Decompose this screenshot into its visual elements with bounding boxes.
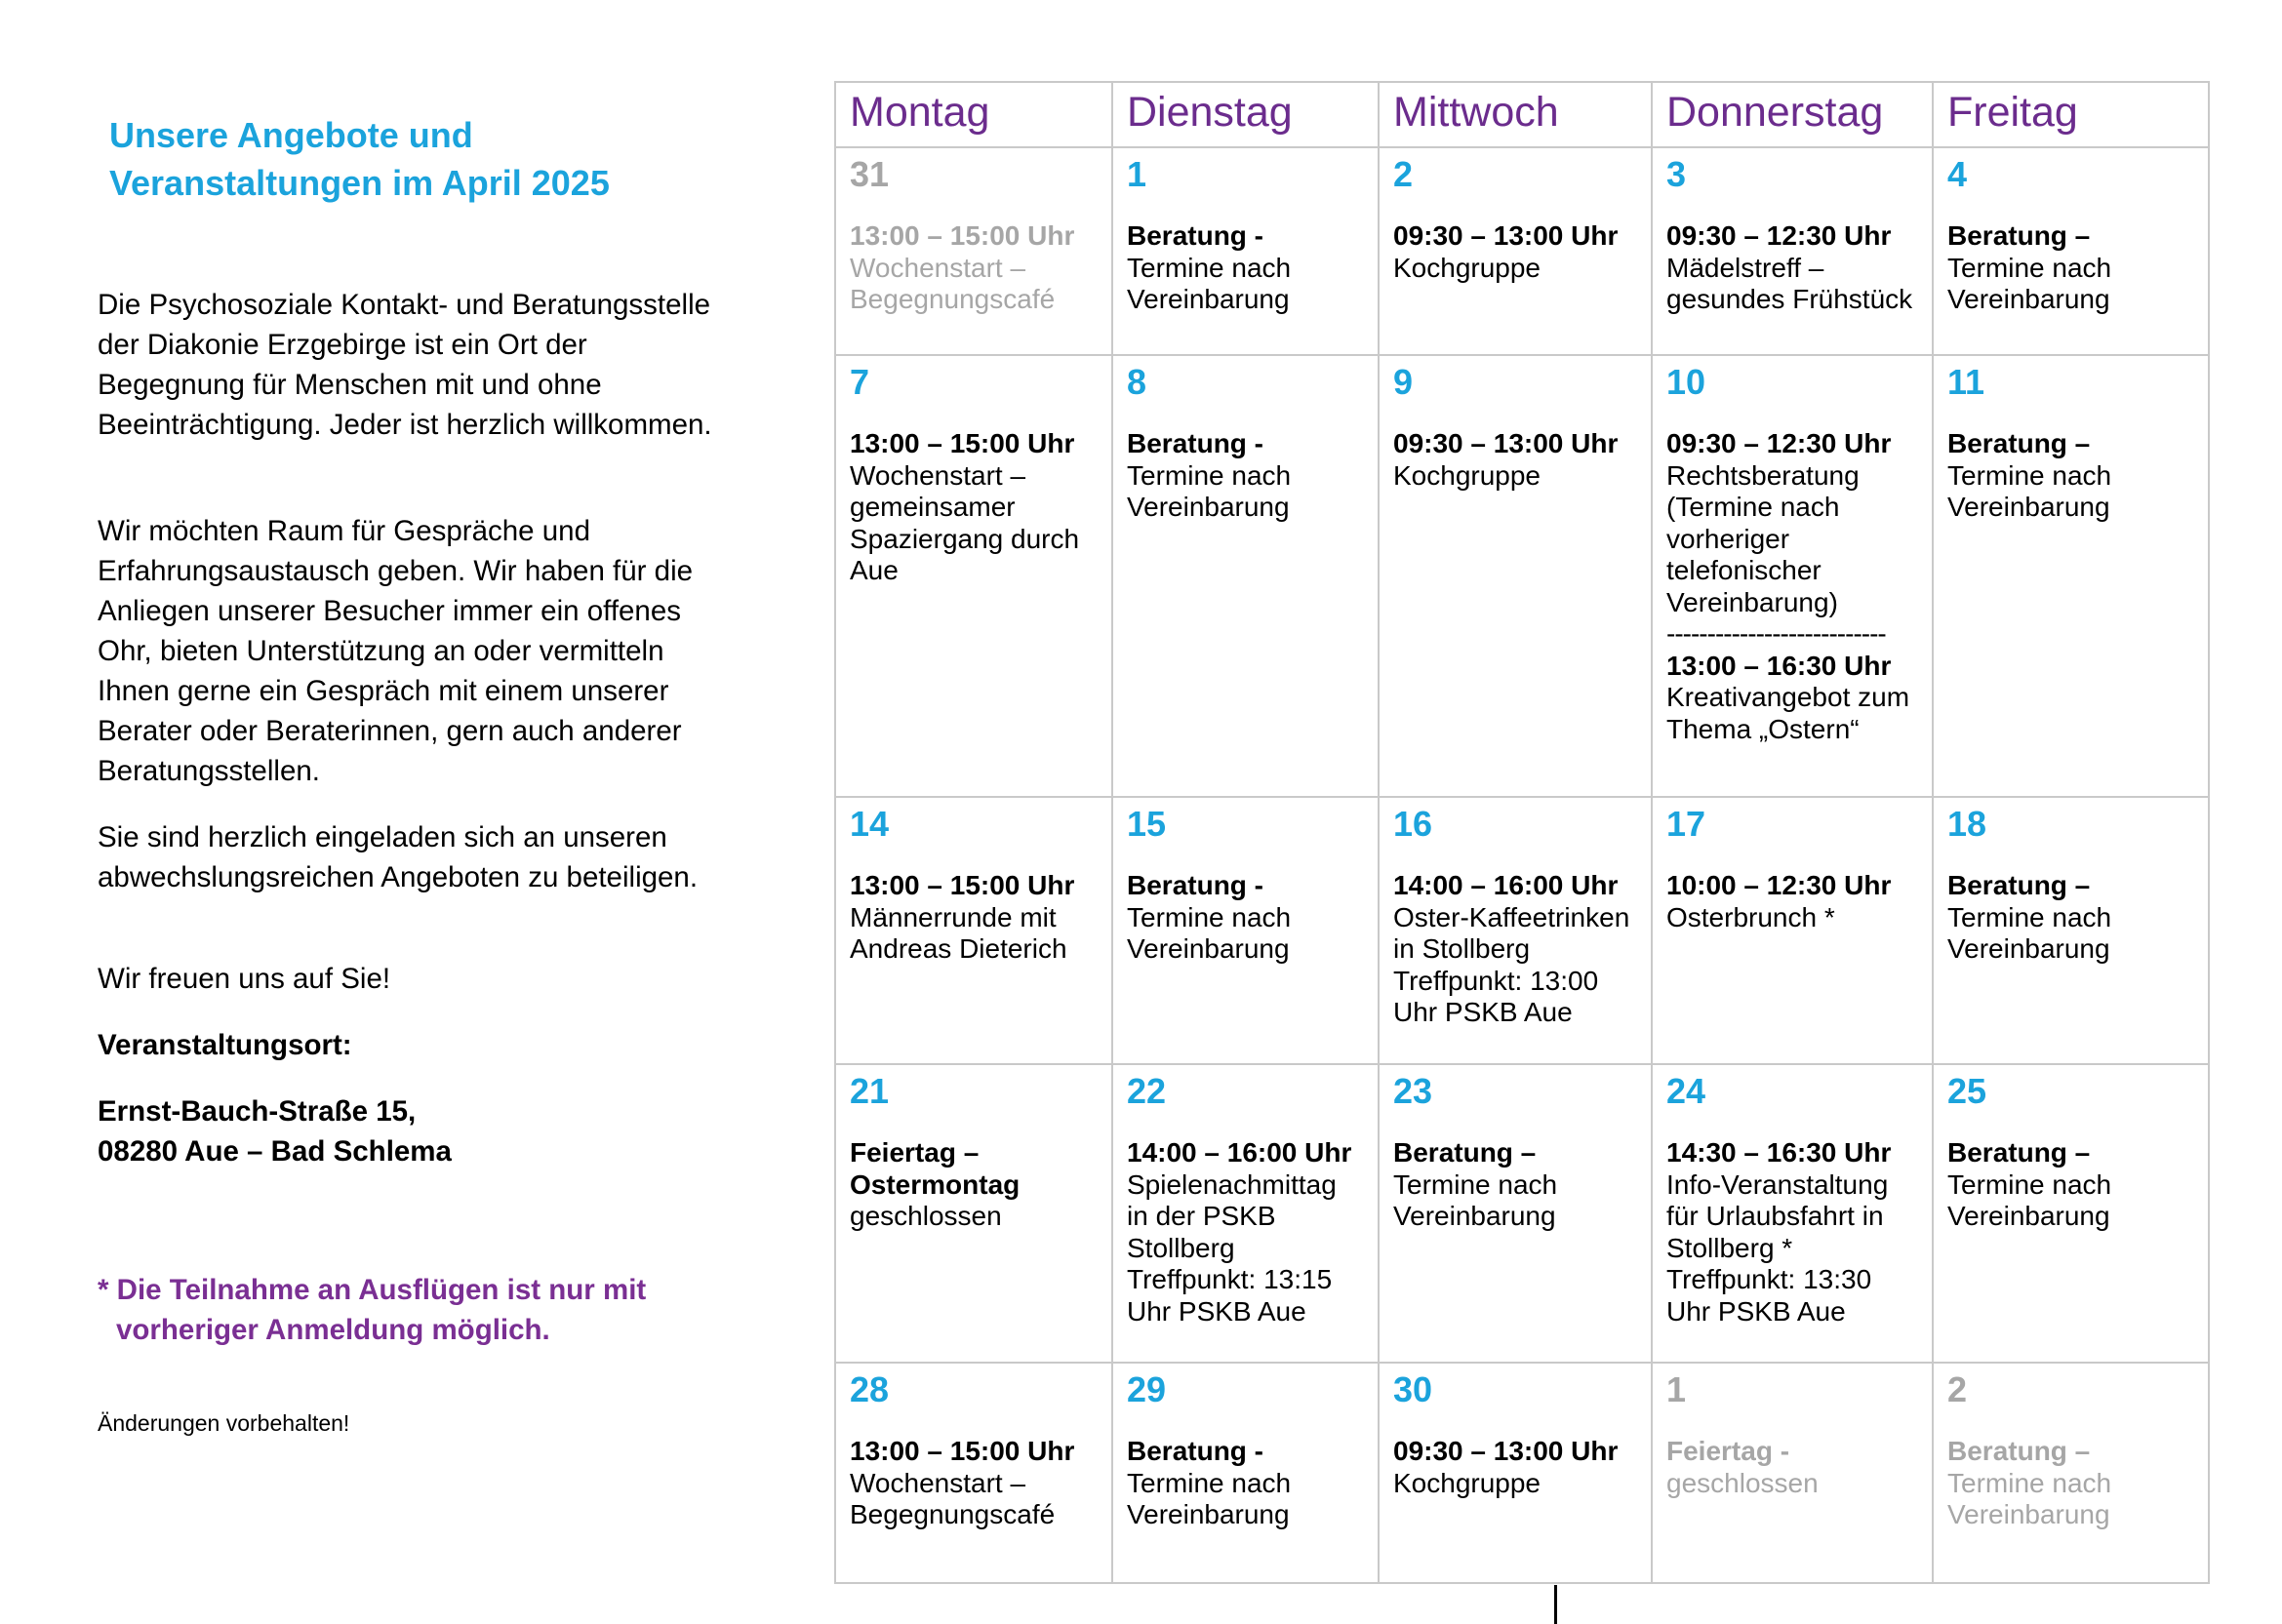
calendar-day-cell [1379, 147, 1652, 355]
event-time: 10:00 – 12:30 Uhr [1666, 870, 1892, 900]
intro-paragraph-1: Die Psychosoziale Kontakt- und Beratungsstelle der Diakonie Erzgebirge ist ein Ort der Begegnung für Menschen mit und ohne Beeinträchtigung. Jeder ist herzlich willkommen. [98, 289, 712, 441]
calendar-event [1393, 870, 1641, 1029]
calendar-day-cell [1379, 797, 1652, 1064]
weekday-header: Montag [835, 82, 1112, 147]
calendar-event [850, 1436, 1101, 1531]
day-number: 3 [1666, 154, 1687, 194]
address-line-2: 08280 Aue – Bad Schlema [98, 1135, 452, 1168]
note-line-2: vorheriger Anmeldung möglich. [116, 1314, 550, 1346]
event-description: Kochgruppe [1393, 252, 1541, 283]
event-time: 13:00 – 16:30 Uhr [1666, 650, 1892, 681]
calendar-week-row [835, 355, 2209, 797]
day-number: 21 [850, 1071, 890, 1111]
event-time: 09:30 – 13:00 Uhr [1393, 1436, 1619, 1466]
calendar-day-cell [835, 1064, 1112, 1363]
calendar-day-cell [1112, 147, 1379, 355]
weekday-header: Donnerstag [1652, 82, 1933, 147]
event-time: Beratung - [1127, 1436, 1263, 1466]
calendar-day-cell [1933, 797, 2209, 1064]
calendar-event [1666, 1137, 1922, 1327]
day-number: 7 [850, 362, 870, 402]
event-description: geschlossen [1666, 1467, 1819, 1498]
event-time: 14:30 – 16:30 Uhr [1666, 1137, 1892, 1168]
event-description: Mädelstreff – gesundes Frühstück [1666, 252, 1913, 314]
calendar-day-cell [1933, 1064, 2209, 1363]
event-time: Beratung - [1127, 870, 1263, 900]
event-description: Oster-Kaffeetrinken in Stollberg Treffpunkt: 13:00 Uhr PSKB Aue [1393, 901, 1630, 1027]
weekday-header: Mittwoch [1379, 82, 1652, 147]
calendar-week-row [835, 1064, 2209, 1363]
event-description: Termine nach Vereinbarung [1127, 459, 1292, 522]
event-time: Beratung – [1947, 870, 2091, 900]
day-number: 14 [850, 804, 890, 844]
event-time: 13:00 – 15:00 Uhr [850, 428, 1075, 458]
event-description: Termine nach Vereinbarung [1947, 901, 2112, 964]
event-time: 09:30 – 13:00 Uhr [1393, 428, 1619, 458]
calendar-day-cell [1652, 797, 1933, 1064]
day-number: 1 [1666, 1369, 1687, 1409]
day-number: 4 [1947, 154, 1968, 194]
calendar-week-row [835, 797, 2209, 1064]
event-time: Beratung – [1947, 428, 2091, 458]
page-divider-mark [1554, 1585, 1557, 1624]
calendar-event [1127, 220, 1368, 316]
day-number: 16 [1393, 804, 1433, 844]
event-time: Feiertag - [1666, 1436, 1790, 1466]
event-time: 09:30 – 12:30 Uhr [1666, 428, 1892, 458]
intro-paragraph-3: Sie sind herzlich eingeladen sich an unseren abwechslungsreichen Angeboten zu beteiligen. [98, 821, 699, 893]
calendar-event [1947, 870, 2198, 966]
page-title [109, 111, 714, 207]
day-number: 10 [1666, 362, 1706, 402]
event-time: 14:00 – 16:00 Uhr [1393, 870, 1619, 900]
event-description: Termine nach Vereinbarung [1127, 1467, 1292, 1529]
event-time: Beratung – [1947, 1436, 2091, 1466]
calendar-day-cell [1933, 1363, 2209, 1583]
day-number: 31 [850, 154, 890, 194]
calendar-day-cell [1652, 1064, 1933, 1363]
title-line-1: Unsere Angebote und [109, 115, 473, 155]
april-calendar [834, 81, 2210, 1584]
calendar-event [1666, 1436, 1922, 1499]
event-time: Beratung – [1947, 1137, 2091, 1168]
day-number: 25 [1947, 1071, 1987, 1111]
calendar-event [1393, 1137, 1641, 1233]
event-description: Termine nach Vereinbarung [1127, 252, 1292, 314]
day-number: 9 [1393, 362, 1414, 402]
event-time: 13:00 – 15:00 Uhr [850, 870, 1075, 900]
calendar-day-cell [1379, 355, 1652, 797]
calendar-event [1947, 220, 2198, 316]
calendar-event [1393, 428, 1641, 492]
calendar-day-cell [1112, 1363, 1379, 1583]
calendar-event [1666, 428, 1922, 618]
event-time: 09:30 – 12:30 Uhr [1666, 220, 1892, 251]
day-number: 2 [1947, 1369, 1968, 1409]
weekday-header: Dienstag [1112, 82, 1379, 147]
event-time: Beratung - [1127, 428, 1263, 458]
calendar-event [1127, 870, 1368, 966]
calendar-event [850, 870, 1101, 966]
venue-address [98, 1091, 722, 1171]
event-description: Kochgruppe [1393, 459, 1541, 491]
calendar-event [850, 428, 1101, 587]
title-line-2: Veranstaltungen im April 2025 [109, 163, 610, 203]
event-description: geschlossen [850, 1201, 1002, 1231]
day-number: 8 [1127, 362, 1147, 402]
calendar-event [1947, 1137, 2198, 1233]
calendar-week-row [835, 147, 2209, 355]
event-time: Feiertag – Ostermontag [850, 1137, 1021, 1200]
event-description: Wochenstart – gemeinsamer Spaziergang durch Aue [850, 459, 1080, 585]
event-description: Termine nach Vereinbarung [1393, 1168, 1558, 1231]
note-line-1: * Die Teilnahme an Ausflügen ist nur mit [98, 1274, 647, 1306]
registration-note [98, 1270, 722, 1350]
event-description: Termine nach Vereinbarung [1127, 901, 1292, 964]
event-description: Spielenachmittag in der PSKB Stollberg Treffpunkt: 13:15 Uhr PSKB Aue [1127, 1168, 1337, 1327]
calendar-event [1666, 651, 1922, 746]
calendar-event [1393, 220, 1641, 284]
day-number: 22 [1127, 1071, 1167, 1111]
day-number: 18 [1947, 804, 1987, 844]
event-time: Beratung – [1393, 1137, 1537, 1168]
calendar-event [850, 220, 1101, 316]
day-number: 17 [1666, 804, 1706, 844]
event-description: Wochenstart – Begegnungscafé [850, 252, 1056, 314]
calendar-event [850, 1137, 1101, 1233]
calendar-day-cell [1652, 147, 1933, 355]
intro-paragraph-2: Wir möchten Raum für Gespräche und Erfahrungsaustausch geben. Wir haben für die Anliegen unserer Besucher immer ein offenes Ohr, bieten Unterstützung an oder vermitteln Ihnen gerne ein Gespräch mit einem unserer Berater oder Beraterinnen, gern auch anderer Beratungsstellen. [98, 515, 694, 787]
changes-reserved-note: Änderungen vorbehalten! [98, 1410, 350, 1436]
event-description: Osterbrunch * [1666, 901, 1835, 932]
event-description: Kochgruppe [1393, 1467, 1541, 1498]
event-time: 14:00 – 16:00 Uhr [1127, 1137, 1352, 1168]
calendar-event [1393, 1436, 1641, 1499]
calendar-day-cell [835, 797, 1112, 1064]
calendar-event [1947, 1436, 2198, 1531]
venue-label: Veranstaltungsort: [98, 1029, 352, 1061]
calendar-day-cell [1652, 1363, 1933, 1583]
event-description: Männerrunde mit Andreas Dieterich [850, 901, 1067, 964]
calendar-event [1127, 1137, 1368, 1327]
calendar-day-cell [1112, 1064, 1379, 1363]
day-number: 2 [1393, 154, 1414, 194]
day-number: 30 [1393, 1369, 1433, 1409]
event-description: Termine nach Vereinbarung [1947, 1467, 2112, 1529]
event-time: Beratung - [1127, 220, 1263, 251]
calendar-day-cell [835, 355, 1112, 797]
calendar-event [1666, 220, 1922, 316]
day-number: 1 [1127, 154, 1147, 194]
day-number: 29 [1127, 1369, 1167, 1409]
day-number: 15 [1127, 804, 1167, 844]
calendar-day-cell [1379, 1064, 1652, 1363]
event-description: Rechtsberatung (Termine nach vorheriger telefonischer Vereinbarung) [1666, 459, 1860, 617]
calendar-event [1947, 428, 2198, 524]
calendar-day-cell [1112, 797, 1379, 1064]
event-time: 13:00 – 15:00 Uhr [850, 220, 1075, 251]
day-number: 24 [1666, 1071, 1706, 1111]
weekday-header: Freitag [1933, 82, 2209, 147]
event-description: Termine nach Vereinbarung [1947, 1168, 2112, 1231]
calendar-day-cell [1652, 355, 1933, 797]
event-description: Info-Veranstaltung für Urlaubsfahrt in Stollberg * Treffpunkt: 13:30 Uhr PSKB Aue [1666, 1168, 1889, 1327]
day-number: 11 [1947, 362, 1985, 402]
day-number: 23 [1393, 1071, 1433, 1111]
calendar-day-cell [1933, 147, 2209, 355]
event-time: Beratung – [1947, 220, 2091, 251]
event-time: 09:30 – 13:00 Uhr [1393, 220, 1619, 251]
calendar-event [1127, 1436, 1368, 1531]
event-description: Wochenstart – Begegnungscafé [850, 1467, 1056, 1529]
day-number: 28 [850, 1369, 890, 1409]
calendar-day-cell [835, 147, 1112, 355]
event-description: Kreativangebot zum Thema „Ostern“ [1666, 682, 1910, 744]
event-description: Termine nach Vereinbarung [1947, 459, 2112, 522]
address-line-1: Ernst-Bauch-Straße 15, [98, 1095, 417, 1128]
calendar-event [1127, 428, 1368, 524]
calendar-event [1666, 870, 1922, 933]
calendar-day-cell [835, 1363, 1112, 1583]
calendar-day-cell [1112, 355, 1379, 797]
weekday-header-row [835, 82, 2209, 147]
calendar-day-cell [1933, 355, 2209, 797]
intro-paragraph-4: Wir freuen uns auf Sie! [98, 963, 391, 995]
event-description: Termine nach Vereinbarung [1947, 252, 2112, 314]
calendar-day-cell [1379, 1363, 1652, 1583]
event-time: 13:00 – 15:00 Uhr [850, 1436, 1075, 1466]
event-separator: --------------------------- [1666, 618, 1886, 649]
calendar-week-row [835, 1363, 2209, 1583]
